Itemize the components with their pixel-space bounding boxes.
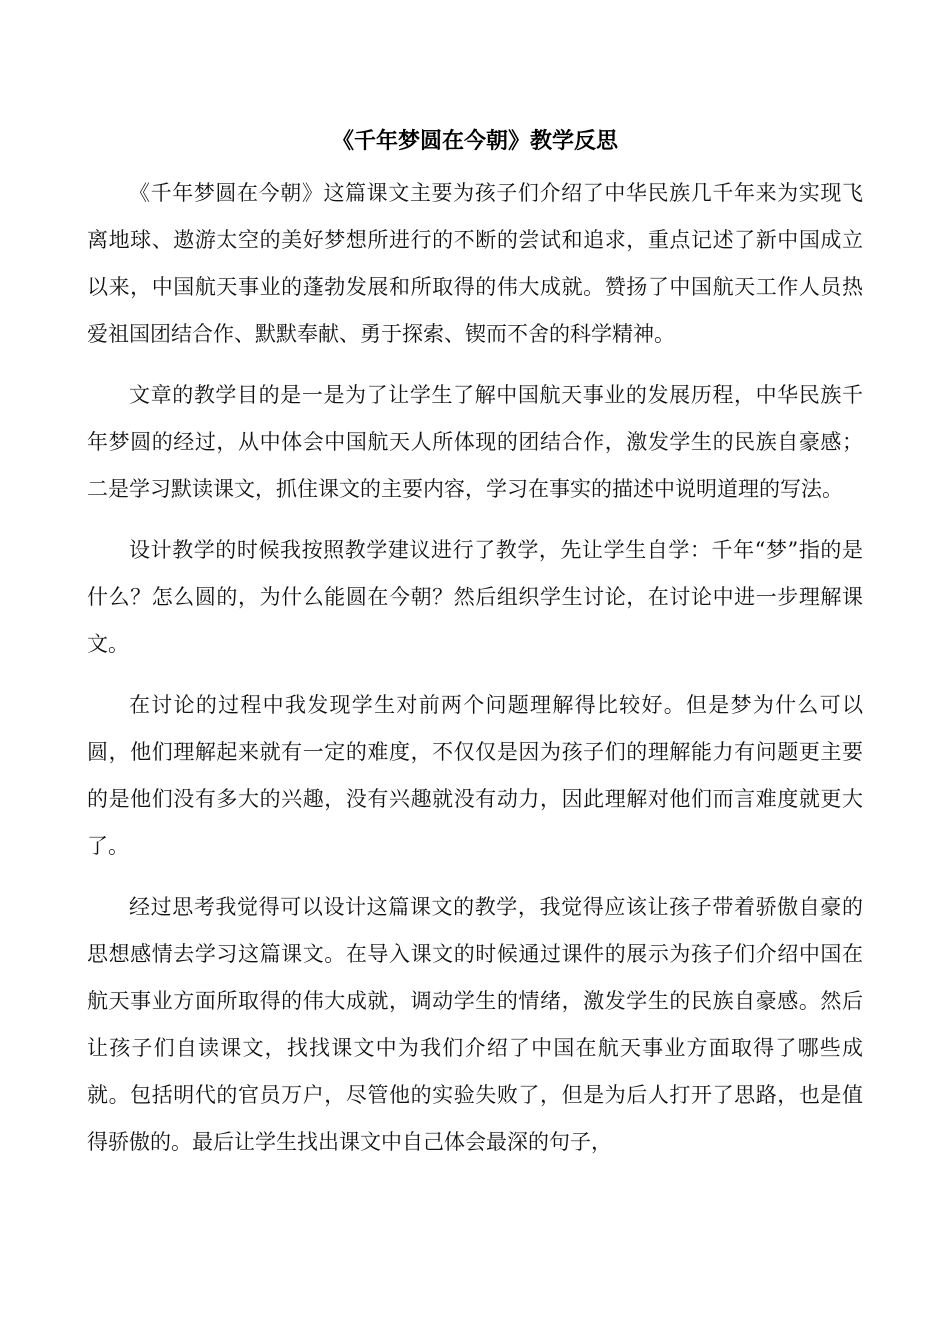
paragraph-2: 文章的教学目的是一是为了让学生了解中国航天事业的发展历程，中华民族千年梦圆的经过，从中体会中国航天人所体现的团结合作，激发学生的民族自豪感；二是学习默读课文，抓住课文的主要内容，学习在事实的描述中说明道理的写法。: [87, 383, 863, 501]
document-title: 《千年梦圆在今朝》教学反思: [331, 128, 618, 154]
paragraph-3: 设计教学的时候我按照教学建议进行了教学，先让学生自学：千年“梦”指的是什么？怎么圆的，为什么能圆在今朝？然后组织学生讨论，在讨论中进一步理解课文。: [87, 538, 863, 656]
paragraph-4: 在讨论的过程中我发现学生对前两个问题理解得比较好。但是梦为什么可以圆，他们理解起来就有一定的难度，不仅仅是因为孩子们的理解能力有问题更主要的是他们没有多大的兴趣，没有兴趣就没有动力，因此理解对他们而言难度就更大了。: [87, 693, 863, 858]
paragraph-5: 经过思考我觉得可以设计这篇课文的教学，我觉得应该让孩子带着骄傲自豪的思想感情去学习这篇课文。在导入课文的时候通过课件的展示为孩子们介绍中国在航天事业方面所取得的伟大成就，调动学生的情绪，激发学生的民族自豪感。然后让孩子们自读课文，找找课文中为我们介绍了中国在航天事业方面取得了哪些成就。包括明代的官员万户，尽管他的实验失败了，但是为后人打开了思路，也是值得骄傲的。最后让学生找出课文中自己体会最深的句子，: [87, 895, 863, 1154]
paragraph-1: 《千年梦圆在今朝》这篇课文主要为孩子们介绍了中华民族几千年来为实现飞离地球、遨游太空的美好梦想所进行的不断的尝试和追求，重点记述了新中国成立以来，中国航天事业的蓬勃发展和所取得的伟大成就。赞扬了中国航天工作人员热爱祖国团结合作、默默奉献、勇于探索、锲而不舍的科学精神。: [87, 181, 863, 346]
document-body: [87, 170, 863, 1180]
